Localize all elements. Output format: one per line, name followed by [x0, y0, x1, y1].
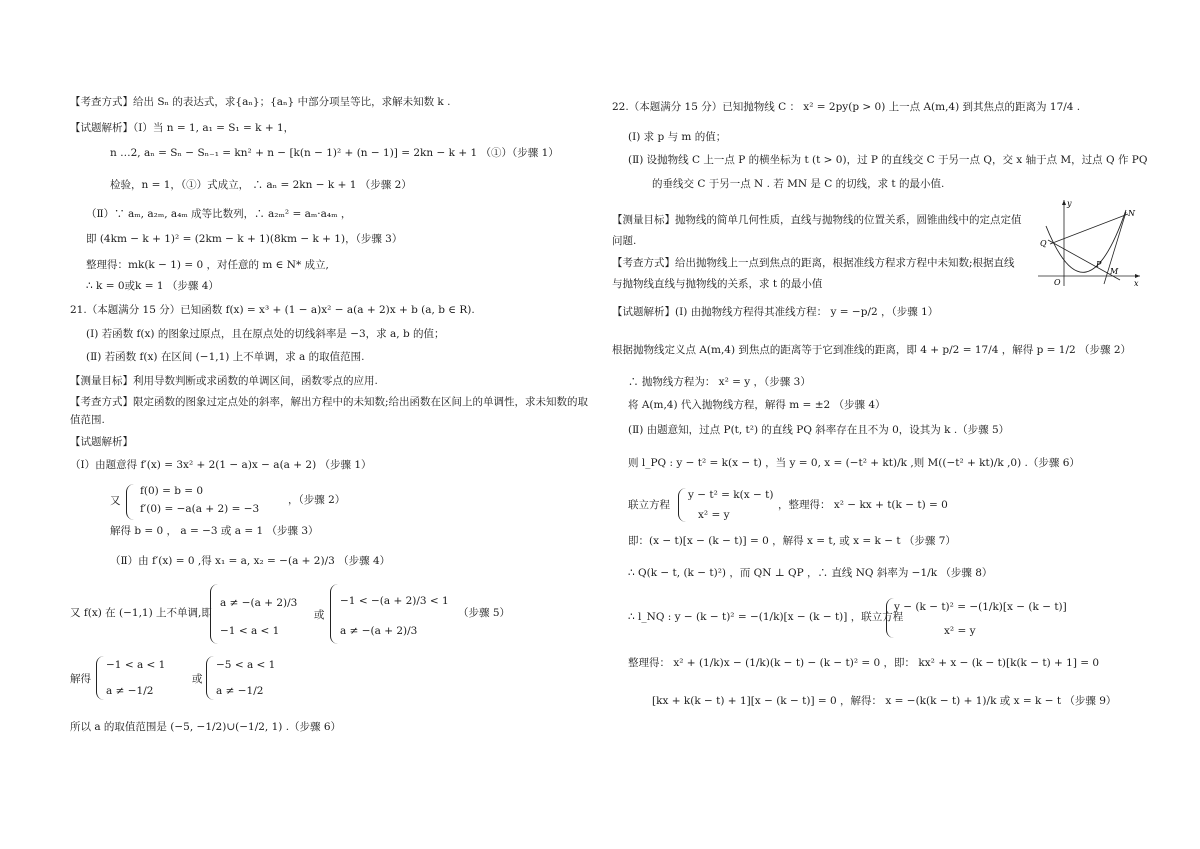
inequality-row: −1 < a < 1 [220, 625, 280, 637]
system-label: 又 [110, 495, 121, 507]
problem22-statement: 22.（本题满分 15 分）已知抛物线 C ： x² = 2py(p > 0) 上一点 A(m,4) 到其焦点的距离为 17/4 . [612, 101, 1081, 113]
problem22-part2a: (Ⅱ) 设抛物线 C 上一点 P 的横坐标为 t (t > 0)，过 P 的直线交 C 于另一点 Q，交 x 轴于点 M，过点 Q 作 PQ [628, 154, 1148, 166]
inequality-row: a ≠ −1/2 [216, 685, 264, 697]
range-result-line: 所以 a 的取值范围是 (−5, −1/2)∪(−1/2, 1) .（步骤 6） [70, 721, 342, 733]
simplify-line: 整理得：mk(k − 1) = 0 ，对任意的 m ∈ N* 成立, [86, 259, 329, 271]
y-axis-arrow-icon [1062, 200, 1066, 205]
equation-row: x² = y [698, 509, 730, 521]
label-p: P [1096, 260, 1102, 269]
inequality-row: −5 < a < 1 [216, 659, 276, 671]
exam-method-22a: 【考查方式】给出抛物线上一点到焦点的距离，根据准线方程求方程中未知数;根据直线 [612, 257, 1015, 269]
system-of-inequalities-2 [70, 584, 530, 646]
solution-part1-line: 【试题解析】（Ⅰ）当 n = 1, a₁ = S₁ = k + 1， [70, 122, 295, 134]
label-x: x [1134, 279, 1139, 288]
inequality-row: a ≠ −(a + 2)/3 [220, 597, 298, 609]
inequality-row: a ≠ −(a + 2)/3 [340, 625, 418, 637]
problem22-part2b: 的垂线交 C 于另一点 N . 若 MN 是 C 的切线，求 t 的最小值. [652, 178, 945, 190]
solution-22-step3: ∴ 抛物线方程为： x² = y ，（步骤 3） [628, 376, 811, 388]
problem21-statement: 21.（本题满分 15 分）已知函数 f(x) = x³ + (1 − a)x² − a(a + 2)x + b (a, b ∈ R). [70, 304, 475, 316]
equation-row: f(0) = b = 0 [140, 485, 204, 497]
equation-result: ，整理得： x² − kx + t(k − t) = 0 [778, 499, 948, 511]
equation-row: f′(0) = −a(a + 2) = −3 [140, 503, 260, 515]
step2-line: 检验，n = 1，（①）式成立， ∴ aₙ = 2kn − k + 1 （步骤 2） [110, 179, 412, 191]
solution-22-step6: 则 l_PQ : y − t² = k(x − t) ，当 y = 0, x = (−t² + kt)/k ,则 M((−t² + kt)/k ,0) .（步骤 6） [628, 457, 1080, 469]
step4-line: ∴ k = 0或k = 1 （步骤 4） [86, 280, 219, 292]
solution-22-step8: ∴ Q(k − t, (k − t)²) ，而 QN ⊥ QP ，∴ 直线 NQ 斜率为 −1/k （步骤 8） [628, 567, 993, 579]
system-of-equations-4 [628, 488, 1108, 524]
equation-row: y − t² = k(x − t) [688, 489, 774, 501]
step-label: ，（步骤 2） [288, 494, 346, 506]
label-o: O [1054, 278, 1061, 287]
system-of-equations-5 [628, 598, 1128, 638]
problem21-part2: (Ⅱ) 若函数 f(x) 在区间 (−1,1) 上不单调，求 a 的取值范围. [86, 351, 365, 363]
critical-points-line: （Ⅱ）由 f′(x) = 0 ,得 x₁ = a, x₂ = −(a + 2)/3 （步骤 4） [110, 555, 391, 567]
part2-geometric-line: （Ⅱ）∵ aₘ, a₂ₘ, a₄ₘ 成等比数列，∴ a₂ₘ² = aₘ·a₄ₘ ， [86, 208, 352, 220]
exam-method-21a: 【考查方式】限定函数的图象过定点处的斜率，解出方程中的未知数;给出函数在区间上的单调性，求未知数的取 [70, 396, 589, 408]
solution-22-step5: (Ⅱ) 由题意知，过点 P(t, t²) 的直线 PQ 斜率存在且不为 0，设其为 k .（步骤 5） [628, 424, 1010, 436]
system-label: 解得 [70, 673, 91, 685]
label-q: Q [1040, 239, 1047, 248]
measurement-goal-21: 【测量目标】利用导数判断或求函数的单调区间，函数零点的应用. [70, 375, 378, 387]
line-qn [1050, 214, 1128, 244]
exam-method-21b: 值范围. [70, 414, 105, 426]
system-label: 联立方程 [628, 499, 670, 511]
solve-result-line: 解得 b = 0 ， a = −3 或 a = 1 （步骤 3） [110, 525, 319, 537]
inequality-row: a ≠ −1/2 [106, 685, 154, 697]
step1-line: n …2, aₙ = Sₙ − Sₙ₋₁ = kn² + n − [k(n − 1)² + (n − 1)] = 2kn − k + 1 （①）（步骤 1） [110, 147, 559, 159]
problem21-part1: (Ⅰ) 若函数 f(x) 的图象过原点，且在原点处的切线斜率是 −3，求 a, b 的值； [86, 328, 445, 340]
solution-22-simplify: 整理得： x² + (1/k)x − (1/k)(k − t) − (k − t)² = 0 ，即： kx² + x − (k − t)[k(k − t) + 1] = 0 [628, 657, 1100, 669]
step3-line: 即 (4km − k + 1)² = (2km − k + 1)(8km − k + 1)，（步骤 3） [86, 233, 403, 245]
inequality-row: −1 < −(a + 2)/3 < 1 [340, 595, 449, 607]
equation-row: y − (k − t)² = −(1/k)[x − (k − t)] [894, 601, 1067, 613]
or-label: 或 [314, 609, 325, 621]
measurement-goal-22b: 问题. [612, 235, 637, 247]
parabola-graph [1034, 196, 1144, 288]
derivative-line: （Ⅰ）由题意得 f′(x) = 3x² + 2(1 − a)x − a(a + 2) （步骤 1） [70, 459, 372, 471]
inequality-row: −1 < a < 1 [106, 659, 166, 671]
system-of-equations-1 [110, 484, 410, 520]
problem22-part1: (Ⅰ) 求 p 与 m 的值； [628, 131, 727, 143]
x-axis-arrow-icon [1135, 274, 1140, 278]
solution-22-step1: 【试题解析】(Ⅰ) 由抛物线方程得其准线方程： y = −p/2 ，（步骤 1） [612, 306, 939, 318]
label-n: N [1128, 209, 1135, 218]
brace-icon [126, 484, 137, 520]
system-of-inequalities-3 [70, 656, 310, 702]
or-label: 或 [192, 673, 203, 685]
measurement-goal-22a: 【测量目标】抛物线的简单几何性质，直线与抛物线的位置关系，圆锥曲线中的定点定值 [612, 214, 1022, 226]
solution-22-step4: 将 A(m,4) 代入抛物线方程，解得 m = ±2 （步骤 4） [628, 399, 886, 411]
label-y: y [1067, 199, 1072, 208]
label-m: M [1110, 267, 1119, 276]
solution-22-step7: 即：(x − t)[x − (k − t)] = 0 ，解得 x = t, 或 x = k − t （步骤 7） [628, 535, 956, 547]
system-label: ∴ l_NQ : y − (k − t)² = −(1/k)[x − (k − t)] ，联立方程 [628, 611, 904, 623]
system-label: 又 f(x) 在 (−1,1) 上不单调,即 [70, 607, 212, 619]
equation-row: x² = y [944, 625, 976, 637]
solution-heading-21: 【试题解析】 [70, 436, 133, 448]
exam-method-line: 【考查方式】给出 Sₙ 的表达式，求{aₙ}；{aₙ} 中部分项呈等比，求解未知数 k . [70, 96, 451, 108]
solution-22-step2: 根据抛物线定义点 A(m,4) 到焦点的距离等于它到准线的距离，即 4 + p/2 = 17/4 ，解得 p = 1/2 （步骤 2） [612, 344, 1132, 356]
step-label: （步骤 5） [458, 607, 511, 619]
solution-22-step9: [kx + k(k − t) + 1][x − (k − t)] = 0 ，解得： x = −(k(k − t) + 1)/k 或 x = k − t （步骤 9） [652, 695, 1117, 707]
exam-method-22b: 与抛物线直线与抛物线的关系，求 t 的最小值 [612, 278, 823, 290]
